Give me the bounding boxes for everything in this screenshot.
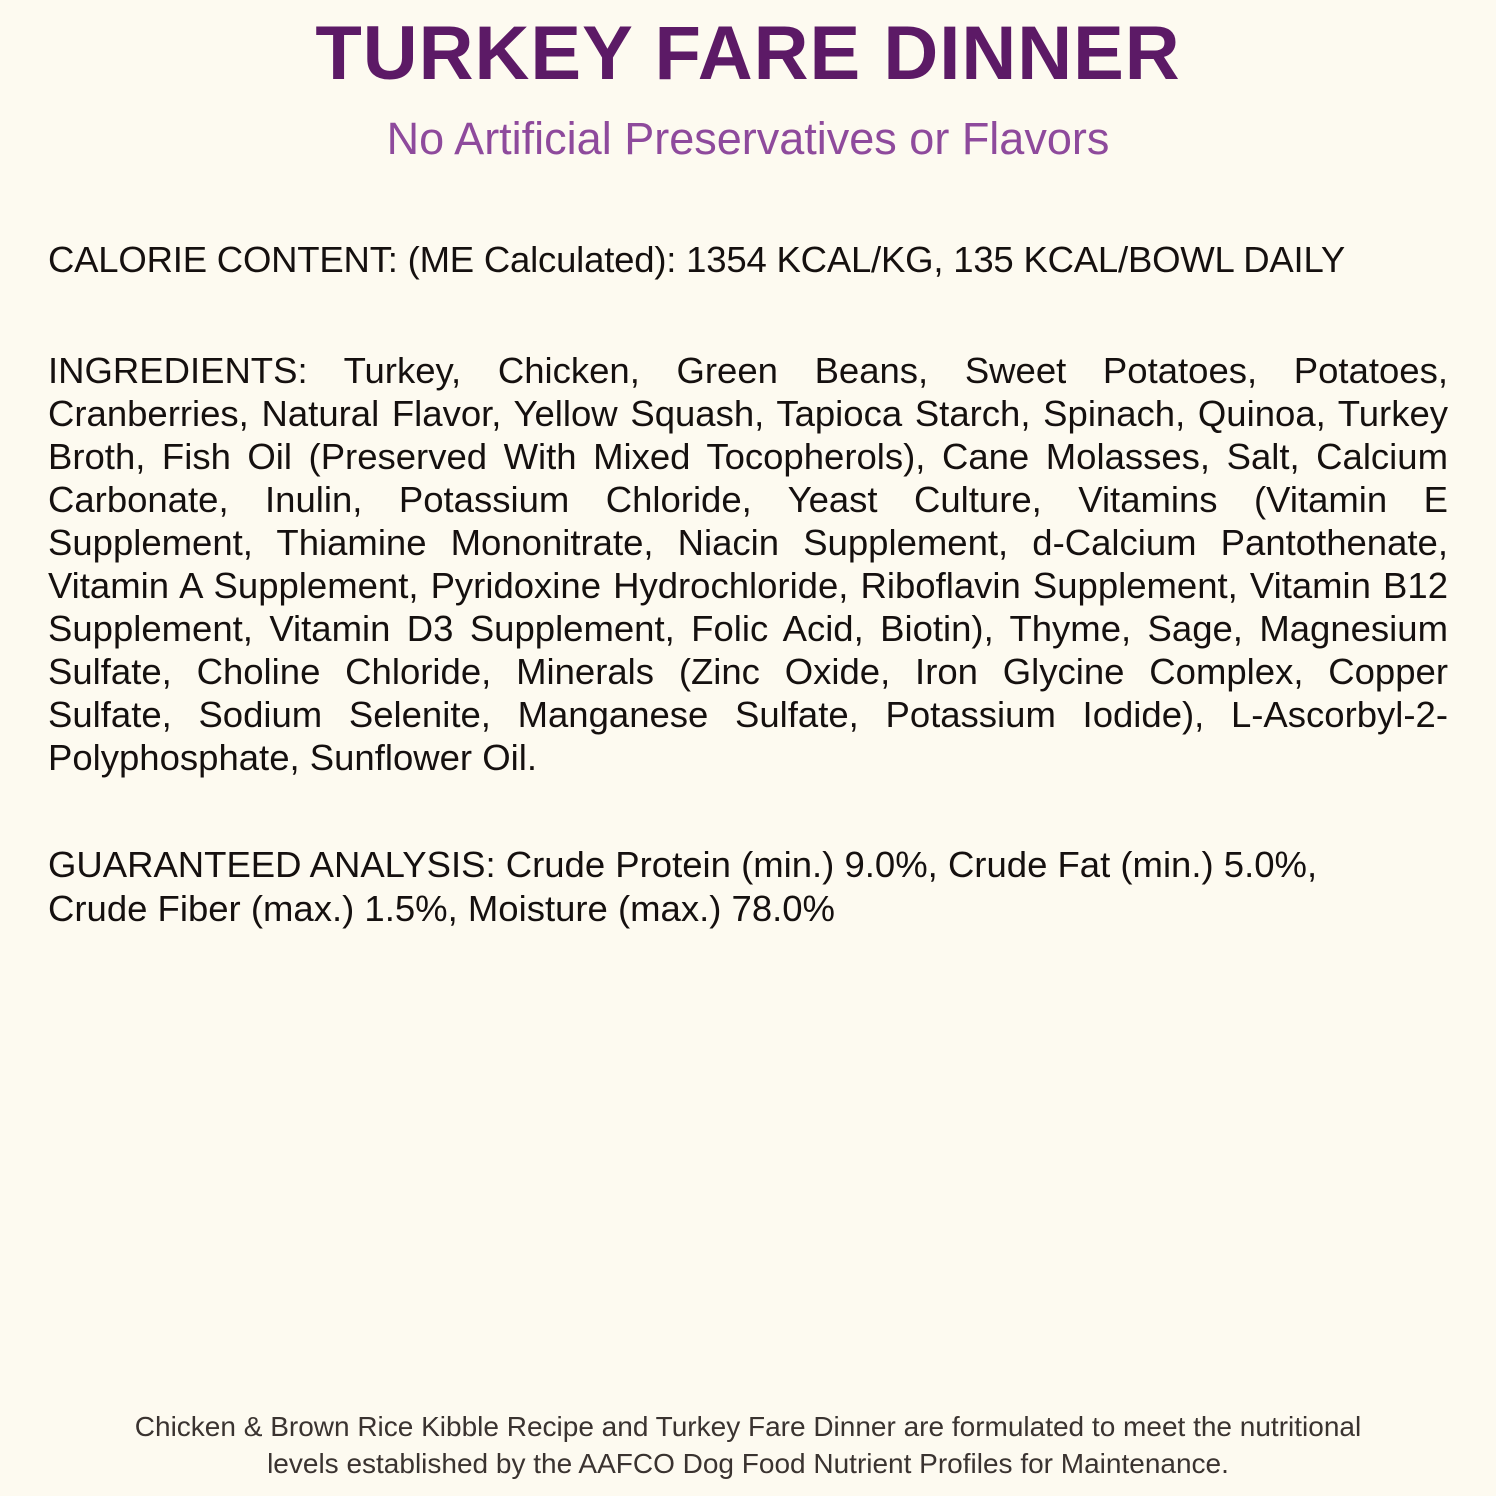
guaranteed-analysis-text [48, 843, 1448, 929]
ingredients-text: INGREDIENTS: Turkey, Chicken, Green Beans, Sweet Potatoes, Potatoes, Cranberries, Natural Flavor, Yellow Squash, Tapioca Starch, Spinach, Quinoa, Turkey Broth, Fish Oil (Preserved With Mixed Tocopherols), Cane Molasses, Salt, Calcium Carbonate, Inulin, Potassium Chloride, Yeast Culture, Vitamins (Vitamin E Supplement, Thiamine Mononitrate, Niacin Supplement, d-Calcium Pantothenate, Vitamin A Supplement, Pyridoxine Hydrochloride, Riboflavin Supplement, Vitamin B12 Supplement, Vitamin D3 Supplement, Folic Acid, Biotin), Thyme, Sage, Magnesium Sulfate, Choline Chloride, Minerals (Zinc Oxide, Iron Glycine Complex, Copper Sulfate, Sodium Selenite, Manganese Sulfate, Potassium Iodide), L-Ascorbyl-2-Polyphosphate, Sunflower Oil. [48, 349, 1448, 779]
guaranteed-analysis-line-2: Crude Fiber (max.) 1.5%, Moisture (max.) 78.0% [48, 887, 836, 929]
page-title: TURKEY FARE DINNER [315, 11, 1181, 96]
aafco-footnote-line-1: Chicken & Brown Rice Kibble Recipe and Turkey Fare Dinner are formulated to meet the nutritional [134, 1411, 1362, 1443]
aafco-footnote [48, 1409, 1448, 1496]
layout-spacer [48, 930, 1448, 1410]
aafco-footnote-line-2: levels established by the AAFCO Dog Food Nutrient Profiles for Maintenance. [267, 1447, 1229, 1479]
guaranteed-analysis-line-1: GUARANTEED ANALYSIS: Crude Protein (min.) 9.0%, Crude Fat (min.) 5.0%, [48, 844, 1318, 886]
product-subtitle: No Artificial Preservatives or Flavors [386, 112, 1110, 164]
calorie-content-text: CALORIE CONTENT: (ME Calculated): 1354 KCAL/KG, 135 KCAL/BOWL DAILY [48, 238, 1346, 280]
